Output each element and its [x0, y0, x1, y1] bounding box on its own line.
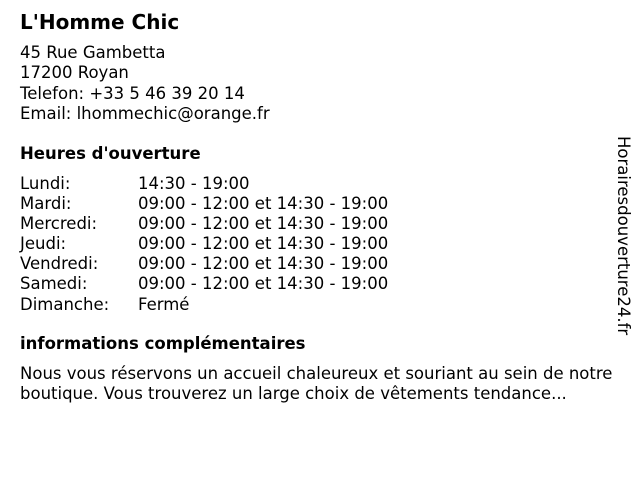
watermark-text: Horairesdouverture24.fr [614, 136, 633, 336]
street-address: 45 Rue Gambetta [20, 43, 166, 62]
contact-block [20, 43, 270, 124]
additional-info-text: Nous vous réservons un accueil chaleureux et souriant au sein de notre boutique. Vous trouverez un large choix de vêtements tendance... [20, 364, 613, 404]
day-label: Vendredi: [20, 254, 99, 274]
day-times: 09:00 - 12:00 et 14:30 - 19:00 [138, 234, 389, 254]
day-times: 09:00 - 12:00 et 14:30 - 19:00 [138, 254, 389, 274]
day-times: 09:00 - 12:00 et 14:30 - 19:00 [138, 214, 389, 234]
hours-row-saturday [20, 274, 388, 294]
hours-row-friday [20, 254, 388, 274]
day-label: Jeudi: [20, 234, 67, 254]
opening-hours-table [20, 174, 388, 315]
day-times: Fermé [138, 294, 190, 314]
site-watermark [613, 136, 633, 346]
day-label: Mercredi: [20, 214, 98, 234]
day-times: 09:00 - 12:00 et 14:30 - 19:00 [138, 274, 389, 294]
day-label: Lundi: [20, 174, 71, 193]
hours-row-sunday [20, 295, 388, 315]
day-label: Dimanche: [20, 294, 110, 314]
hours-row-monday [20, 174, 388, 194]
additional-info-heading: informations complémentaires [20, 334, 306, 353]
day-label: Mardi: [20, 194, 72, 214]
day-times: 14:30 - 19:00 [138, 174, 250, 193]
hours-row-tuesday [20, 194, 388, 214]
hours-row-thursday [20, 234, 388, 254]
opening-hours-heading: Heures d'ouverture [20, 144, 201, 163]
day-label: Samedi: [20, 274, 88, 294]
phone-number: Telefon: +33 5 46 39 20 14 [20, 83, 245, 103]
hours-row-wednesday [20, 214, 388, 234]
city-postal: 17200 Royan [20, 63, 129, 83]
email-address: Email: lhommechic@orange.fr [20, 103, 270, 123]
day-times: 09:00 - 12:00 et 14:30 - 19:00 [138, 194, 389, 214]
business-name: L'Homme Chic [20, 10, 180, 34]
